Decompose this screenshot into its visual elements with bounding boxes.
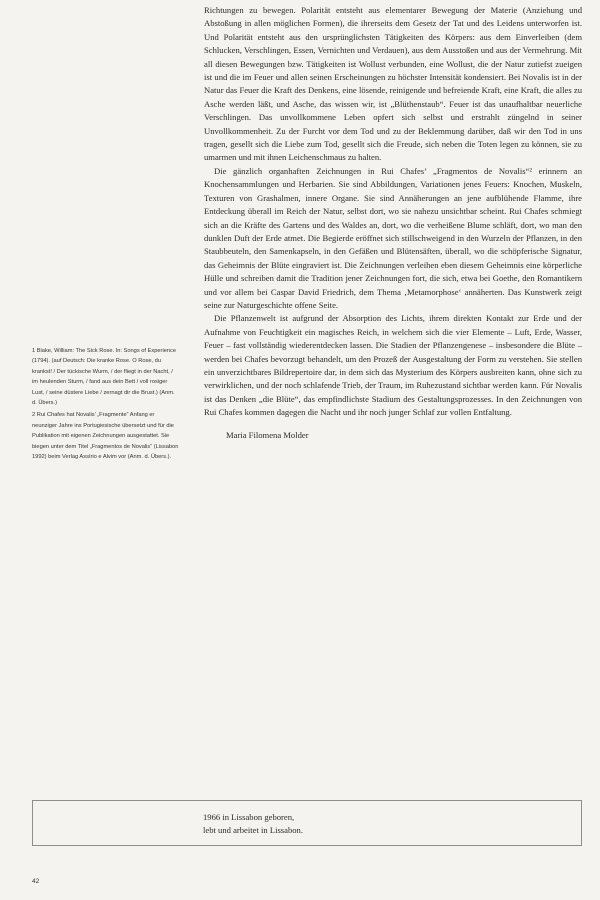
footnotes — [32, 346, 180, 464]
bio-line-residence: lebt und arbeitet in Lissabon. — [203, 824, 303, 835]
article-body — [204, 4, 582, 442]
footnote-2: 2 Rui Chafes hat Novalis’ „Fragmente“ Anfang er neunziger Jahre ins Portugiesische übersetzt und für die Publikation mit eigenen Zeichnungen ausgestattet. Sie biegen unter dem Titel „Fragmentos de Novalis“ (Lissabon 1992) beim Verlag Assírio e Alvim vor (Anm. d. Übers.). — [32, 412, 179, 461]
bio-text — [203, 811, 563, 836]
article-paragraph: Die gänzlich organhaften Zeichnungen in Rui Chafes’ „Fragmentos de Novalis“² erinnern an Knochensammlungen und Herbarien. Sie sind Abbildungen, Variationen jenes Feuers: Knochen, Muskeln, Texturen von Grashalmen, innere Organe. Sie sind Annäherungen an jene aufblühende Flamme, ihre Entdeckung überall im Reich der Natur, selbst dort, wo sie nahezu unsichtbar scheint. Rui Chafes schmiegt sich an die Kräfte des Gartens und des Waldes an, dort, wo die verheißene Blume schläft, dort, wo man den dunklen Duft der Erde atmet. Die Begierde eröffnet sich stillschweigend in den Wurzeln der Pflanzen, in den Staubbeuteln, den Samenkapseln, in den Gefäßen und Blütensäften, überall, wo die schöpferische Signatur, das Geheimnis der Blüte eingraviert ist. Die Zeichnungen verleihen eben diesem Geheimnis eine körperliche Hülle und schreiben damit die Tradition jener Zeichnungen fort, die sich, etwa bei Goethe, den Romantikern und vor allem bei Caspar David Friedrich, dem Thema ‚Metamorphose‘ annäherten. Das Kunstwerk zeigt seine zur Naturgeschichte offene Seite. — [204, 165, 582, 310]
footnote-1: 1 Blake, William: The Sick Rose. In: Songs of Experience (1794). (auf Deutsch: Die kranke Rose. O Rose, du krankst! / Der tückische Wurm, / der fliegt in der Nacht, / im heulenden Sturm, / fand aus dein Bett / voll rosiger Lust, / seine düstere Liebe / zernagt dir die Brust.) (Anm. d. Übers.) — [32, 348, 177, 407]
bio-line-birth: 1966 in Lissabon geboren, — [203, 812, 295, 822]
page-number: 42 — [32, 878, 40, 885]
article-paragraph: Die Pflanzenwelt ist aufgrund der Absorption des Lichts, ihrem direkten Kontakt zur Erde und der Aufnahme von Feuchtigkeit ein magisches Reich, in welchem sich die vier Elemente – Luft, Erde, Wasser, Feuer – fast vollständig wiederentdecken lassen. Die Stadien der Pflanzengenese – insbesondere die Blüte – werden bei Chafes bevorzugt behandelt, um den Prozeß der Ausgestaltung der Form zu verstehen. Sie stellen ein unverzichtbares Bildrepertoire dar, in dem sich das Mysterium des Körpers ausbreiten kann, ohne sich zu verwirklichen, und der noch schlafende Trieb, der Traum, im Ruhezustand sichtbar werden kann. Für Novalis ist das Denken „die Blüte“, das empfindlichste Stadium des Gestaltungsprozesses. In den Zeichnungen von Rui Chafes kommen dagegen die Nacht und ihr noch junger Schlaf zur vollen Entfaltung. — [204, 313, 582, 418]
author-signature: Maria Filomena Molder — [226, 429, 309, 440]
bio-box — [32, 800, 582, 846]
article-paragraph: Richtungen zu bewegen. Polarität entsteht aus elementarer Bewegung der Materie (Anziehung und Abstoßung in allen möglichen Formen), die ihrerseits dem Gesetz der Tat und des Leidens unterworfen ist. Und Polarität entsteht aus den ursprünglichsten Tätigkeiten des Körpers: aus dem Einverleiben (dem Schlucken, Verschlingen, Essen, Vernichten und Verdauen), aus dem Ausstoßen und aus der Vermehrung. Mit all diesen Bewegungen bzw. Tätigkeiten ist Wollust verbunden, eine Wollust, die der Natur zutiefst zueigen ist und die im Feuer und allen seinen Erscheinungen zu höchster Intensität kondensiert. Bei Novalis ist in der Natur das Feuer die Kraft des Denkens, eine lösende, reinigende und befreiende Kraft, eine Kraft, die alles zu Asche werden läßt, und Asche, das wissen wir, ist „Blüthenstaub“. Feuer ist das unaufhaltbar neuerliche Verschlingen. Das unvollkommene Leben opfert sich selbst und erstrahlt züngelnd in seiner Unvollkommenheit. Zu der Furcht vor dem Tod und zu der Beklemmung darüber, daß wir den Tod in uns tragen, gesellt sich die Liebe zum Tod, gesellt sich die Freude, sich neben die Toten legen zu können, sie zu umarmen und mit ihnen Leichenschmaus zu halten. — [204, 5, 582, 163]
